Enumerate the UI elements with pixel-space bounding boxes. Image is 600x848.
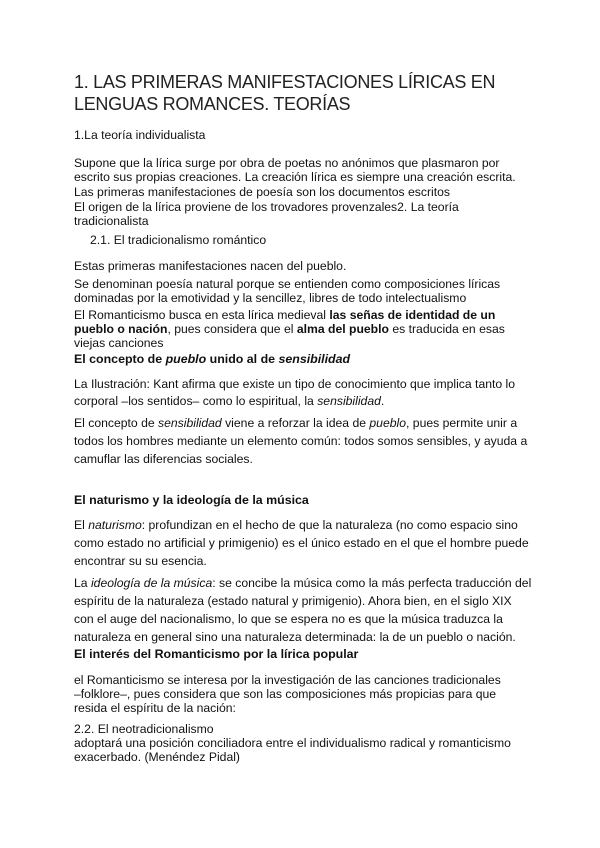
page-title-line-2: LENGUAS ROMANCES. TEORÍAS — [74, 94, 351, 114]
paragraph-line: resida el espíritu de la nación: — [74, 701, 236, 715]
text-run: , pues permite unir a — [406, 416, 518, 430]
paragraph-line — [74, 308, 495, 322]
paragraph-line: tradicionalista — [74, 214, 149, 228]
subheading-naturismo: El naturismo y la ideología de la música — [74, 493, 309, 507]
text-run: . — [380, 394, 385, 408]
paragraph-line: exacerbado. (Menéndez Pidal) — [74, 750, 240, 764]
italic-text-run: ideología de la música — [90, 576, 213, 590]
text-run: : profundizan en el hecho de que la naturaleza (no como espacio sino — [141, 518, 518, 532]
paragraph-line — [74, 322, 505, 336]
paragraph-line: con el auge del nacionalismo, lo que se espera no es que la música traduzca la — [74, 612, 503, 626]
paragraph-line: espíritu de la naturaleza (estado natural y primigenio). Ahora bien, en el siglo XIX — [74, 594, 512, 608]
paragraph-line: La Ilustración: Kant afirma que existe un tipo de conocimiento que implica tanto lo — [74, 377, 516, 391]
section-heading-tradicionalismo: 2.1. El tradicionalismo romántico — [90, 233, 267, 247]
text-run: viene a reforzar la idea de — [221, 416, 370, 430]
italic-text-run: pueblo — [369, 416, 407, 430]
paragraph-line: Las primeras manifestaciones de poesía son los documentos escritos — [74, 185, 450, 199]
paragraph-line: como estado no artificial y primigenio) es el único estado en el que el hombre puede — [74, 536, 529, 550]
text-run: El concepto de — [74, 352, 166, 366]
text-run: El Romanticismo busca en esta lírica medieval — [74, 308, 330, 322]
text-run: El — [74, 518, 89, 532]
text-run: corporal –los sentidos– como lo espiritual, la — [74, 394, 318, 408]
text-run: es traducida en esas — [388, 322, 505, 336]
section-heading-neotradicionalismo: 2.2. El neotradicionalismo — [74, 722, 214, 736]
paragraph-line — [74, 391, 384, 412]
italic-text-run: pueblo — [165, 352, 207, 366]
section-heading-individualista: 1.La teoría individualista — [74, 128, 206, 142]
paragraph-line: Se denominan poesía natural porque se entienden como composiciones líricas — [74, 277, 501, 291]
paragraph-line: Supone que la lírica surge por obra de poetas no anónimos que plasmaron por — [74, 156, 500, 170]
paragraph-line: viejas canciones — [74, 336, 164, 350]
text-run: El concepto de — [74, 416, 159, 430]
bold-text-run: las señas de identidad de un — [329, 308, 496, 322]
paragraph-line: camuflar las diferencias sociales. — [74, 452, 253, 466]
paragraph-line: escrito sus propias creaciones. La creación lírica es siempre una creación escrita. — [74, 170, 516, 184]
subheading-interes: El interés del Romanticismo por la lírica popular — [74, 647, 359, 661]
italic-text-run: sensibilidad — [278, 352, 351, 366]
paragraph-line: encontrar su su esencia. — [74, 554, 207, 568]
text-run: unido al de — [206, 352, 279, 366]
paragraph-line: El origen de la lírica proviene de los trovadores provenzales2. La teoría — [74, 200, 459, 214]
bold-text-run: pueblo o nación — [74, 322, 168, 336]
page-title-line-1: 1. LAS PRIMERAS MANIFESTACIONES LÍRICAS EN — [74, 72, 496, 92]
paragraph-line: naturaleza en general sino una naturaleza determinada: la de un pueblo o nación. — [74, 630, 516, 644]
paragraph-line: dominadas por la emotividad y la sencillez, libres de todo intelectualismo — [74, 291, 467, 305]
italic-text-run: sensibilidad — [317, 394, 381, 408]
italic-text-run: naturismo — [88, 518, 142, 532]
italic-text-run: sensibilidad — [158, 416, 222, 430]
bold-text-run: alma del pueblo — [296, 322, 389, 336]
paragraph-line: todos los hombres mediante un elemento común: todos somos sensibles, y ayuda a — [74, 434, 528, 448]
subheading-concepto — [74, 352, 350, 366]
text-run: , pues considera que el — [167, 322, 297, 336]
paragraph-line: –folklore–, pues considera que son las composiciones más propicias para que — [74, 687, 497, 701]
text-run: La — [74, 576, 91, 590]
paragraph-line: el Romanticismo se interesa por la investigación de las canciones tradicionales — [74, 673, 501, 687]
paragraph-line: adoptará una posición conciliadora entre el individualismo radical y romanticismo — [74, 736, 511, 750]
text-run: : se concibe la música como la más perfecta traducción del — [212, 576, 532, 590]
paragraph-line: Estas primeras manifestaciones nacen del pueblo. — [74, 259, 347, 273]
